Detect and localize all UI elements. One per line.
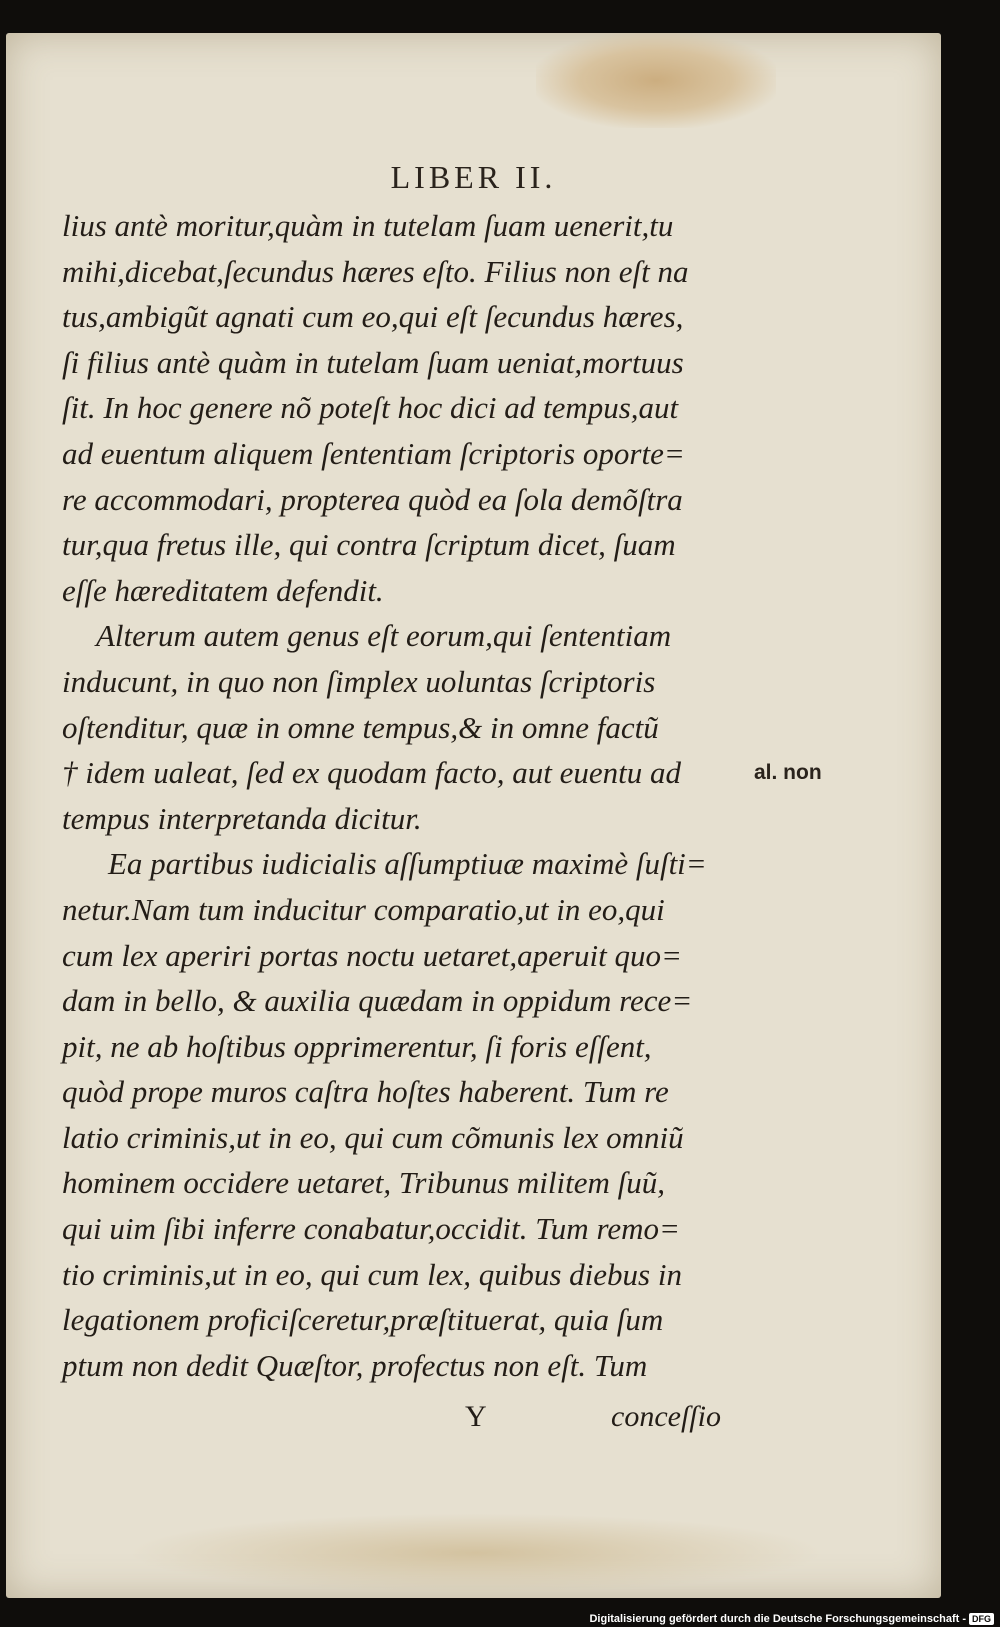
text-line: dam in bello, & auxilia quædam in oppidum rece= <box>62 983 693 1019</box>
text-line: latio criminis,ut in eo, qui cum cõmunis lex omniũ <box>62 1119 684 1155</box>
text-line: legationem proficiſceretur,præſtituerat, quia ſum <box>62 1302 664 1338</box>
text-line: † idem ualeat, ſed ex quodam facto, aut euentu ad <box>62 755 682 791</box>
text-line: pit, ne ab hoſtibus opprimerentur, ſi foris eſſent, <box>62 1028 652 1064</box>
text-line: ad euentum aliquem ſententiam ſcriptoris oporte= <box>62 435 685 471</box>
text-line: cum lex aperiri portas noctu uetaret,aperuit quo= <box>62 937 682 973</box>
water-stain <box>536 33 776 128</box>
dfg-logo: DFG <box>969 1613 994 1625</box>
text-line: qui uim ſibi inferre conabatur,occidit. Tum remo= <box>62 1211 680 1247</box>
text-line: lius antè moritur,quàm in tutelam ſuam uenerit,tu <box>62 208 674 243</box>
credit-text: Digitalisierung gefördert durch die Deutsche Forschungsgemeinschaft - <box>589 1613 966 1625</box>
text-line: quòd prope muros caſtra hoſtes haberent. Tum re <box>62 1074 669 1110</box>
text-line: inducunt, in quo non ſimplex uoluntas ſcriptoris <box>62 663 656 699</box>
paragraph-start-line: Alterum autem genus eſt eorum,qui ſententiam <box>96 618 672 654</box>
text-line: tus,ambigũt agnati cum eo,qui eſt ſecundus hæres, <box>62 299 684 335</box>
page-discoloration <box>126 1513 826 1593</box>
text-line: mihi,dicebat,ſecundus hæres eſto. Filius non eſt na <box>62 253 689 289</box>
catchword: conceſſio <box>611 1400 721 1433</box>
text-line: oſtenditur, quæ in omne tempus,& in omne factũ <box>62 709 659 745</box>
text-line: tio criminis,ut in eo, qui cum lex, quibus diebus in <box>62 1256 682 1292</box>
text-line: netur.Nam tum inducitur comparatio,ut in eo,qui <box>62 891 665 927</box>
book-page <box>6 33 941 1598</box>
marginal-note: al. non <box>754 761 822 784</box>
text-line: tur,qua fretus ille, qui contra ſcriptum dicet, ſuam <box>62 527 676 563</box>
text-line: tempus interpretanda dicitur. <box>62 800 422 836</box>
main-text-block <box>62 203 742 1388</box>
text-line: hominem occidere uetaret, Tribunus militem ſuũ, <box>62 1165 665 1201</box>
paragraph-start-line: Ea partibus iudicialis aſſumptiuæ maximè ſuſti= <box>108 846 707 882</box>
signature-mark: Y <box>465 1400 487 1433</box>
text-line: ſit. In hoc genere nõ poteſt hoc dici ad tempus,aut <box>62 390 679 426</box>
text-line: eſſe hæreditatem defendit. <box>62 572 384 608</box>
text-line: ſi filius antè quàm in tutelam ſuam ueniat,mortuus <box>62 344 684 380</box>
text-line: re accommodari, propterea quòd ea ſola demõſtra <box>62 481 683 517</box>
digitization-credit <box>589 1613 994 1625</box>
running-header: LIBER II. <box>390 159 557 195</box>
text-line: ptum non dedit Quæſtor, profectus non eſt. Tum <box>62 1347 648 1383</box>
